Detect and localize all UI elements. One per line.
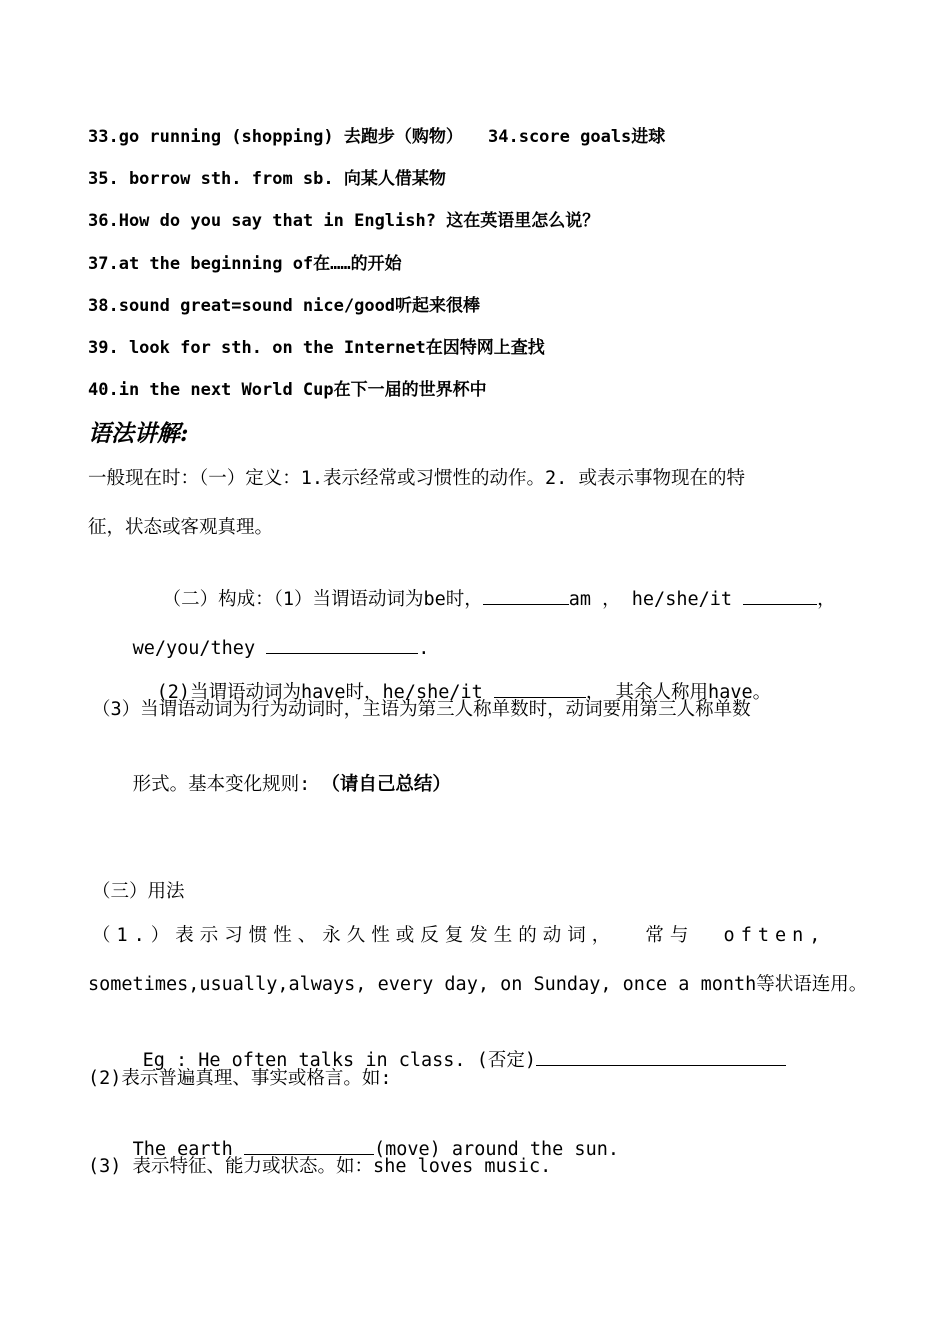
phrase-36: 36.How do you say that in English? 这在英语里怎么说？ xyxy=(88,211,600,231)
form-be-label: （二）构成：（1）当谓语动词为be时， xyxy=(162,589,483,610)
phrase-33: 33.go running (shopping) 去跑步（购物） xyxy=(88,127,463,147)
blank-move[interactable] xyxy=(244,1136,374,1155)
phrase-39: 39. look for sth. on the Internet在因特网上查找 xyxy=(88,338,545,358)
usage-1-line-1: （1.）表示习惯性、永久性或反复发生的动词， 常与 often, xyxy=(92,925,827,946)
blank-he-she-it[interactable] xyxy=(743,586,817,605)
phrase-34: 34.score goals进球 xyxy=(488,127,666,147)
usage-2-line: (2)表示普遍真理、事实或格言。如: xyxy=(88,1068,392,1089)
form-have-label: (2)当谓语动词为have时，he/she/it xyxy=(156,682,494,703)
phrase-38: 38.sound great=sound nice/good听起来很棒 xyxy=(88,296,481,316)
definition-line-1: 一般现在时：（一）定义：1.表示经常或习惯性的动作。2. 或表示事物现在的特 xyxy=(88,468,745,489)
phrase-40: 40.in the next World Cup在下一届的世界杯中 xyxy=(88,380,487,400)
usage-1-line-2: sometimes,usually,always, every day, on Sunday, once a month等状语连用。 xyxy=(88,974,868,995)
definition-line-2: 征，状态或客观真理。 xyxy=(88,517,274,538)
form-be-period: . xyxy=(418,638,430,659)
form-be-comma: ， xyxy=(817,589,836,610)
usage-title: （三）用法 xyxy=(92,881,185,902)
earth-sentence-start: The earth xyxy=(132,1139,244,1160)
form-have-rest: ， 其余人称用have。 xyxy=(585,682,772,703)
phrase-35: 35. borrow sth. from sb. 向某人借某物 xyxy=(88,169,446,189)
form-be-am: am ， he/she/it xyxy=(568,589,744,610)
form-rules-note: （请自己总结） xyxy=(321,774,451,795)
form-be-plural-label: we/you/they xyxy=(132,638,267,659)
phrase-37: 37.at the beginning of在……的开始 xyxy=(88,254,402,274)
usage-3-line: (3) 表示特征、能力或状态。如：she loves music. xyxy=(88,1156,552,1177)
blank-we-you-they[interactable] xyxy=(266,635,418,654)
earth-sentence-end: (move) around the sun. xyxy=(373,1139,619,1160)
form-third-person-line-1: （3）当谓语动词为行为动词时，主语为第三人称单数时，动词要用第三人称单数 xyxy=(92,699,751,720)
example-sentence: Eg : He often talks in class. (否定) xyxy=(142,1050,536,1071)
blank-negative[interactable] xyxy=(536,1047,786,1066)
blank-has[interactable] xyxy=(494,679,586,698)
form-rules-label: 形式。基本变化规则: xyxy=(132,774,322,795)
form-third-person-line-2 xyxy=(88,746,451,824)
blank-am[interactable] xyxy=(483,586,569,605)
grammar-heading: 语法讲解: xyxy=(88,420,189,447)
